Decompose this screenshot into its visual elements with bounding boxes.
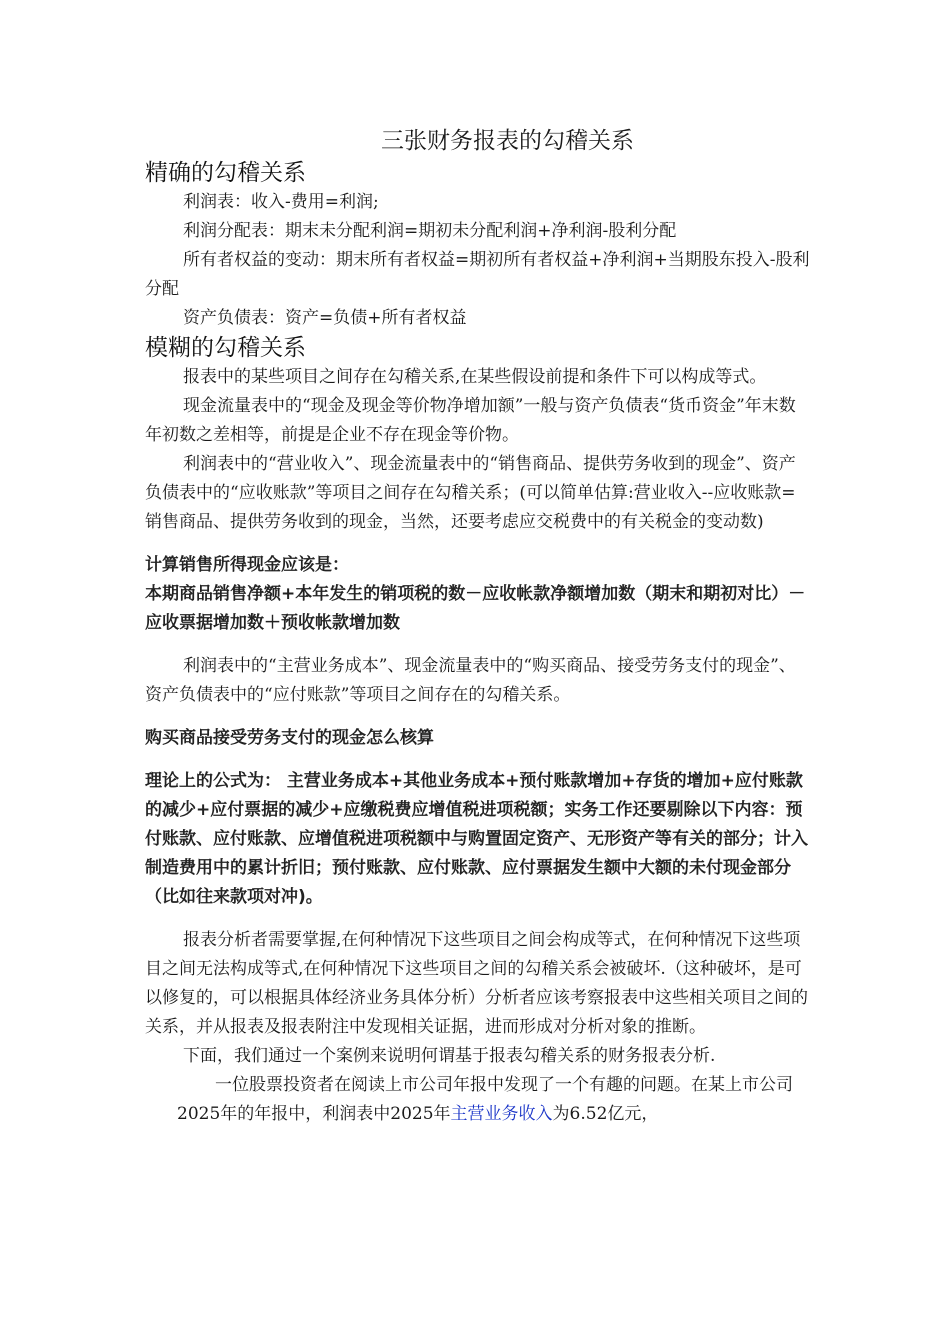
precise-line-profit-distribution: 利润分配表：期末未分配利润=期初未分配利润+净利润-股利分配 [183, 221, 677, 241]
fuzzy-paragraph-2: 现金流量表中的“现金及现金等价物净增加额”一般与资产负债表“货币资金”年末数年初数之差相等，前提是企业不存在现金等价物。 [145, 396, 796, 445]
fuzzy-paragraph-3: 利润表中的“营业收入”、现金流量表中的“销售商品、提供劳务收到的现金”、资产负债表中的“应收账款”等项目之间存在勾稽关系；(可以简单估算:营业收入--应收账款=销售商品、提供劳务收到的现金，当然，还要考虑应交税费中的有关税金的变动数) [145, 454, 796, 532]
document-page [145, 124, 810, 1129]
bold-purchase-cash-heading: 购买商品接受劳务支付的现金怎么核算 [145, 728, 434, 748]
bold-cash-sales-formula: 本期商品销售净额+本年发生的销项税的数－应收帐款净额增加数（期末和期初对比）－应收票据增加数＋预收帐款增加数 [145, 584, 806, 633]
fuzzy-paragraph-5: 报表分析者需要掌握,在何种情况下这些项目之间会构成等式，在何种情况下这些项目之间无法构成等式,在何种情况下这些项目之间的勾稽关系会被破坏.（这种破坏，是可以修复的，可以根据具体经济业务具体分析）分析者应该考察报表中这些相关项目之间的关系，并从报表及报表附注中发现相关证据，进而形成对分析对象的推断。 [145, 930, 808, 1037]
fuzzy-paragraph-1: 报表中的某些项目之间存在勾稽关系,在某些假设前提和条件下可以构成等式。 [183, 367, 767, 387]
section-heading-fuzzy: 模糊的勾稽关系 [145, 335, 306, 361]
bold-purchase-cash-formula: 理论上的公式为： 主营业务成本+其他业务成本+预付账款增加+存货的增加+应付账款的减少+应付票据的减少+应缴税费应增值税进项税额；实务工作还要剔除以下内容：预付账款、应付账款、应增值税进项税额中与购置固定资产、无形资产等有关的部分；计入制造费用中的累计折旧；预付账款、应付账款、应付票据发生额中大额的未付现金部分（比如往来款项对冲)。 [145, 771, 808, 907]
fuzzy-paragraph-4: 利润表中的“主营业务成本”、现金流量表中的“购买商品、接受劳务支付的现金”、资产负债表中的“应付账款”等项目之间存在的勾稽关系。 [145, 656, 796, 705]
main-revenue-link[interactable]: 主营业务收入 [450, 1104, 553, 1124]
fuzzy-paragraph-6: 下面，我们通过一个案例来说明何谓基于报表勾稽关系的财务报表分析. [183, 1046, 716, 1066]
case-paragraph [177, 1071, 797, 1129]
precise-line-equity-change: 所有者权益的变动：期末所有者权益=期初所有者权益+净利润+当期股东投入-股利分配 [145, 250, 810, 299]
case-text-a: 一位股票投资者在阅读上市公司年报中发现了一个有趣的问题。在某上市公司2025年的年报中，利润表中2025年 [177, 1075, 793, 1124]
bold-cash-sales-heading: 计算销售所得现金应该是： [145, 555, 349, 575]
precise-line-balance-sheet: 资产负债表：资产=负债+所有者权益 [183, 308, 467, 328]
section-heading-precise: 精确的勾稽关系 [145, 160, 306, 186]
case-text-b: 为6.52亿元， [552, 1104, 659, 1124]
document-title: 三张财务报表的勾稽关系 [381, 128, 634, 154]
precise-line-income-statement: 利润表：收入-费用=利润; [183, 192, 379, 212]
